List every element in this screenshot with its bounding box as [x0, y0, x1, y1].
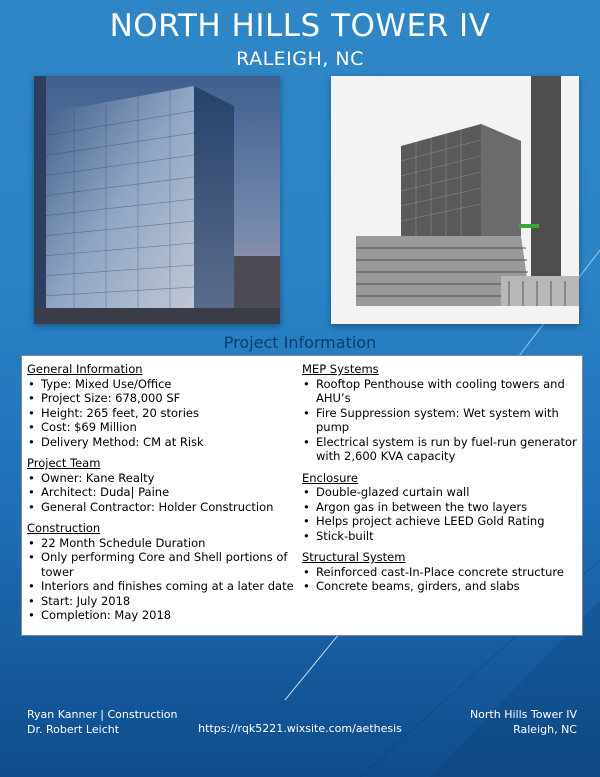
- 3d-model-render-image: [331, 76, 579, 324]
- list-item: • Argon gas in between the two layers: [302, 500, 580, 515]
- list-item: • 22 Month Schedule Duration: [27, 536, 297, 551]
- list-item: • Owner: Kane Realty: [27, 471, 297, 486]
- list-item: • Completion: May 2018: [27, 608, 297, 623]
- mep-systems-section: [302, 362, 580, 464]
- list-item: • Project Size: 678,000 SF: [27, 391, 297, 406]
- section-title: Project Team: [27, 456, 101, 470]
- section-title: General Information: [27, 362, 143, 376]
- section-title: Enclosure: [302, 470, 358, 485]
- list-item: • Fire Suppression system: Wet system with pump: [302, 406, 580, 435]
- info-right-column: [302, 362, 580, 601]
- section-title: Structural System: [302, 550, 406, 564]
- list-item: • General Contractor: Holder Construction: [27, 500, 297, 515]
- list-item: • Interiors and finishes coming at a later date: [27, 579, 297, 594]
- list-item: • Height: 265 feet, 20 stories: [27, 406, 297, 421]
- list-item: • Only performing Core and Shell portions of tower: [27, 550, 297, 579]
- section-title: MEP Systems: [302, 362, 379, 376]
- list-item: • Electrical system is run by fuel-run generator with 2,600 KVA capacity: [302, 435, 580, 464]
- list-item: • Concrete beams, girders, and slabs: [302, 579, 580, 594]
- footer-advisor-name: Dr. Robert Leicht: [27, 723, 120, 736]
- footer-project: [470, 707, 577, 737]
- list-item: • Reinforced cast-In-Place concrete structure: [302, 565, 580, 580]
- footer-project-name: North Hills Tower IV: [469, 708, 577, 721]
- construction-section: [27, 521, 297, 623]
- project-team-section: [27, 456, 297, 514]
- section-title: Construction: [27, 521, 101, 535]
- project-information-box: [21, 355, 583, 636]
- footer-author-name: Ryan Kanner | Construction: [27, 708, 178, 721]
- info-left-column: [27, 362, 297, 630]
- structural-system-section: [302, 550, 580, 594]
- list-item: • Stick-built: [302, 529, 580, 544]
- project-information-heading: Project Information: [223, 333, 377, 352]
- list-item: • Cost: $69 Million: [27, 420, 297, 435]
- footer-project-location: Raleigh, NC: [513, 723, 577, 736]
- list-item: • Rooftop Penthouse with cooling towers and AHU’s: [302, 377, 580, 406]
- list-item: • Type: Mixed Use/Office: [27, 377, 297, 392]
- list-item: • Helps project achieve LEED Gold Rating: [302, 514, 580, 529]
- enclosure-section: [302, 471, 580, 544]
- page-subtitle: RALEIGH, NC: [236, 48, 364, 70]
- list-item: • Delivery Method: CM at Risk: [27, 435, 297, 450]
- list-item: • Double-glazed curtain wall: [302, 485, 580, 500]
- footer-website-link[interactable]: https://rqk5221.wixsite.com/aethesis: [198, 722, 402, 735]
- page-title: NORTH HILLS TOWER IV: [109, 8, 491, 44]
- building-rendering-image: [34, 76, 280, 324]
- list-item: • Architect: Duda| Paine: [27, 485, 297, 500]
- list-item: • Start: July 2018: [27, 594, 297, 609]
- general-information-section: [27, 362, 297, 449]
